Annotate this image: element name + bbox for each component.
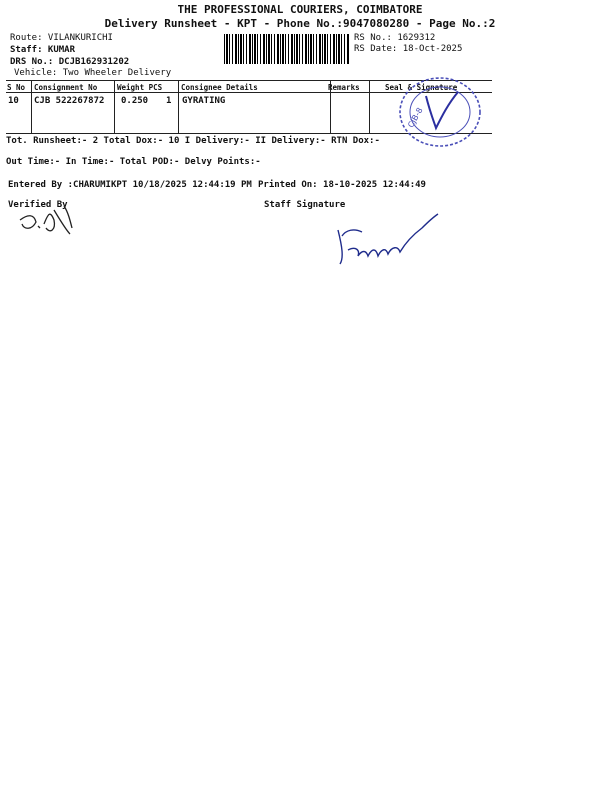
staff-label: Staff: KUMAR xyxy=(10,45,76,55)
row-weight: 0.250 xyxy=(121,96,149,106)
verified-signature xyxy=(14,200,80,240)
seal-stamp xyxy=(390,72,490,152)
col-divider xyxy=(369,80,370,133)
stamp-text: CJB-8 xyxy=(406,106,425,130)
rs-date: RS Date: 18-Oct-2025 xyxy=(354,44,463,54)
col-divider xyxy=(178,80,179,133)
header-consignment: Consignment No xyxy=(34,83,98,92)
row-pcs: 1 xyxy=(166,96,172,106)
staff-signature xyxy=(332,206,444,270)
row-sno: 10 xyxy=(8,96,19,106)
runsheet-title: Delivery Runsheet - KPT - Phone No.:9047080280 - Page No.:2 xyxy=(104,17,496,30)
summary-line-1: Tot. Runsheet:- 2 Total Dox:- 10 I Delivery:- II Delivery:- RTN Dox:- xyxy=(6,136,380,146)
vehicle-label: Vehicle: Two Wheeler Delivery xyxy=(14,68,172,78)
printed-on: Printed On: 18-10-2025 12:44:49 xyxy=(258,180,426,190)
barcode xyxy=(224,34,350,64)
entered-by: Entered By :CHARUMIKPT 10/18/2025 12:44:19 PM xyxy=(8,180,252,190)
staff-signature-label: Staff Signature xyxy=(264,200,346,210)
route-label: Route: VILANKURICHI xyxy=(10,33,113,43)
drs-number: DRS No.: DCJB162931202 xyxy=(10,57,130,67)
header-sno: S No xyxy=(7,83,26,92)
verified-by-label: Verified By xyxy=(8,200,68,210)
col-divider xyxy=(114,80,115,133)
company-title: THE PROFESSIONAL COURIERS, COIMBATORE xyxy=(177,3,423,16)
header-remarks: Remarks xyxy=(328,83,360,92)
summary-line-2: Out Time:- In Time:- Total POD:- Delvy Points:- xyxy=(6,157,261,167)
header-seal-signature: Seal & Signature xyxy=(385,83,458,92)
rs-number: RS No.: 1629312 xyxy=(354,33,436,43)
header-weight-pcs: Weight PCS xyxy=(117,83,163,92)
header-consignee: Consignee Details xyxy=(181,83,258,92)
col-divider xyxy=(31,80,32,133)
row-consignment: CJB 522267872 xyxy=(34,96,105,106)
row-consignee: GYRATING xyxy=(182,96,226,106)
